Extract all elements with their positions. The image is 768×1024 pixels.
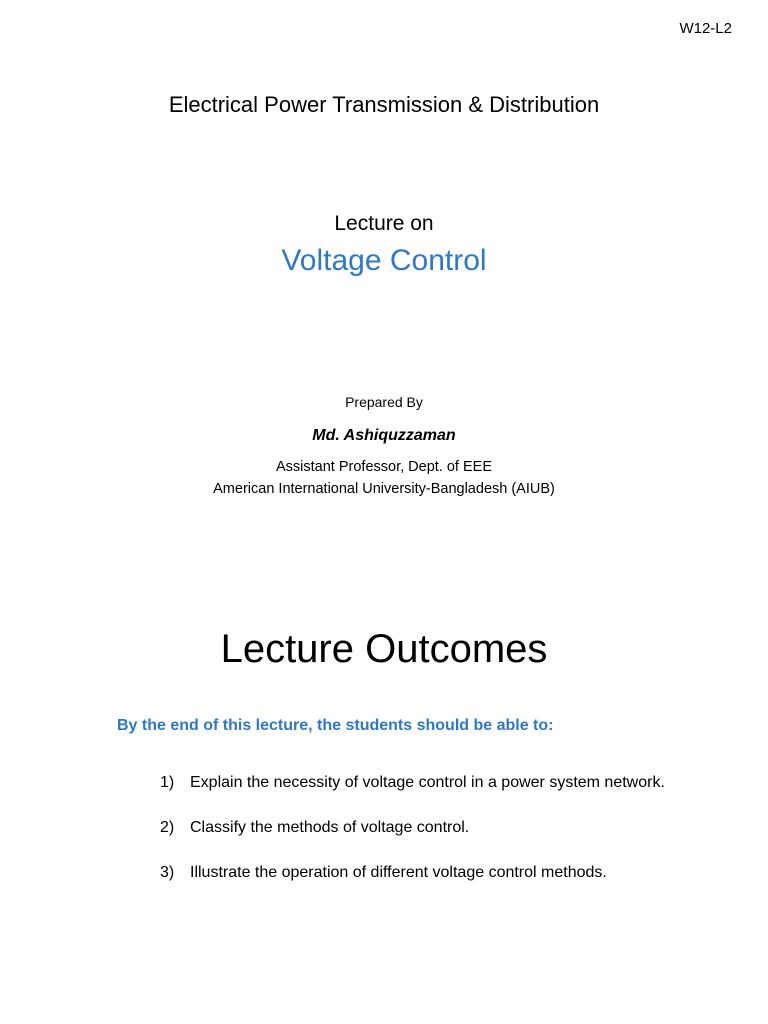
outcome-text: Classify the methods of voltage control.: [190, 819, 470, 836]
author-institution: American International University-Bangladesh (AIUB): [213, 481, 555, 497]
lecture-topic: Voltage Control: [281, 244, 487, 277]
outcomes-heading: Lecture Outcomes: [220, 627, 548, 671]
outcome-item: [160, 817, 680, 839]
author-designation: Assistant Professor, Dept. of EEE: [276, 459, 492, 475]
outcome-number: 3): [160, 864, 175, 881]
outcome-text: Illustrate the operation of different voltage control methods.: [190, 864, 607, 881]
outcome-number: 2): [160, 819, 175, 836]
outcomes-list: [160, 772, 680, 907]
author-name: Md. Ashiquzzaman: [312, 427, 456, 444]
outcome-item: [160, 862, 680, 884]
outcomes-intro: By the end of this lecture, the students should be able to:: [117, 717, 554, 734]
lecture-on-label: Lecture on: [334, 212, 434, 235]
course-title: Electrical Power Transmission & Distribution: [168, 92, 600, 117]
outcome-text: Explain the necessity of voltage control in a power system network.: [190, 774, 665, 791]
prepared-by-label: Prepared By: [345, 394, 423, 410]
outcome-item: [160, 772, 680, 794]
lecture-code: W12-L2: [679, 20, 732, 37]
outcome-number: 1): [160, 774, 175, 791]
